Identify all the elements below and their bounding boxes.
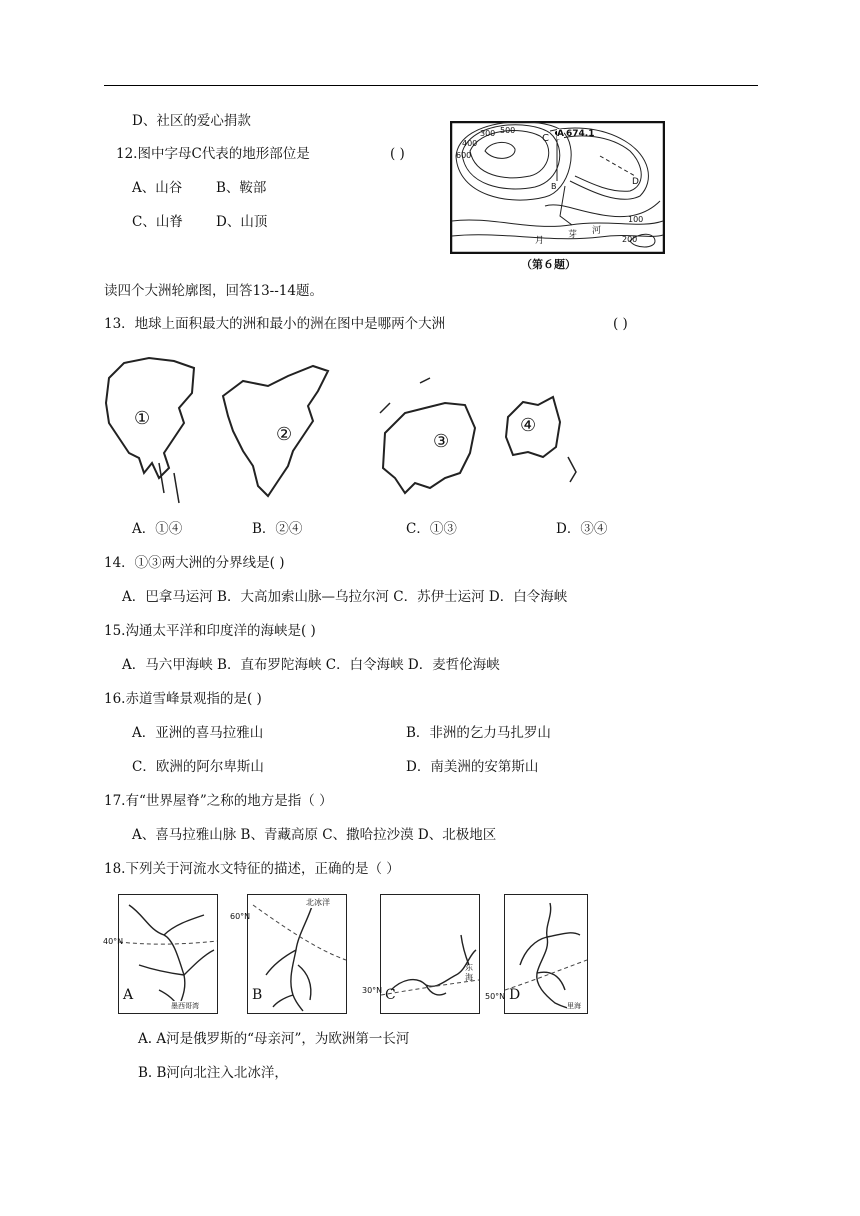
continent-4-oceania [498,377,583,487]
river-map-a-svg [119,895,217,1013]
q12-option-a: A、山谷 [132,180,183,196]
contour-label-a: A [557,129,564,139]
continent-4-outline [498,377,583,487]
q18-stem: 18.下列关于河流水文特征的描述，正确的是（ ） [104,861,400,877]
q12-stem: 12.图中字母C代表的地形部位是 [116,146,310,162]
continent-2-north-america [218,356,338,501]
q12-option-c: C、山脊 [132,214,183,230]
river-map-d-letter: D [509,987,521,1003]
continent-label-2: ② [276,424,293,445]
q16-option-b: B．非洲的乞力马扎罗山 [406,725,551,741]
contour-value-200: 200 [622,235,638,244]
q14-options: A．巴拿马运河 B．大高加索山脉—乌拉尔河 C．苏伊士运河 D．白令海峡 [122,589,568,605]
contour-map-caption: （第６题） [521,258,576,271]
river-label-3: 河 [592,226,602,236]
river-map-a-letter: A [123,987,134,1003]
contour-value-400: 400 [462,139,478,148]
q13-option-a: A．①④ [132,521,183,537]
q14-stem: 14．①③两大洲的分界线是( ) [104,555,285,571]
continent-3-europe [375,373,480,498]
continent-label-3: ③ [433,431,450,452]
continent-3-outline [375,373,480,498]
river-map-a-latitude: 40°N [103,937,124,946]
contour-peak-elevation: 674.1 [566,129,595,139]
river-map-c-latitude: 30°N [362,986,383,995]
q16-stem: 16.赤道雪峰景观指的是( ) [104,691,262,707]
q12-option-d: D、山顶 [216,214,268,230]
river-map-d [504,894,588,1014]
contour-map [450,121,665,254]
q13-option-c: C．①③ [406,521,457,537]
q15-stem: 15.沟通太平洋和印度洋的海峡是( ) [104,623,316,639]
q18-option-a: A. A河是俄罗斯的“母亲河”，为欧洲第一长河 [138,1031,410,1047]
q13-stem: 13．地球上面积最大的洲和最小的洲在图中是哪两个大洲 [104,316,446,332]
river-map-c-east-sea-label: 东海 [465,963,473,982]
q18-option-b: B. B河向北注入北冰洋， [138,1065,288,1081]
river-map-b [247,894,347,1014]
q13-option-d: D．③④ [556,521,608,537]
contour-label-c: C [542,133,549,144]
contour-label-d: D [632,177,639,187]
q17-stem: 17.有“世界屋脊”之称的地方是指（ ） [104,793,333,809]
q16-option-a: A．亚洲的喜马拉雅山 [132,725,264,741]
reading-intro: 读四个大洲轮廓图，回答13--14题。 [104,283,323,299]
q17-options: A、喜马拉雅山脉 B、青藏高原 C、撒哈拉沙漠 D、北极地区 [132,827,497,843]
q13-option-b: B．②④ [252,521,303,537]
q13-paren: ( ) [613,316,628,332]
header-rule [104,85,758,86]
river-map-c-letter: C [385,987,396,1003]
contour-value-600: 600 [456,151,472,160]
river-map-d-sea-label: 里海 [567,1002,581,1010]
contour-value-100: 100 [628,215,644,224]
river-label-1: 月 [535,236,545,246]
q16-option-d: D．南美洲的安第斯山 [406,759,539,775]
river-map-b-letter: B [252,987,263,1003]
q16-option-c: C．欧洲的阿尔卑斯山 [132,759,264,775]
q11-option-d: D、社区的爱心捐款 [132,113,251,129]
continent-1-outline [104,353,199,508]
river-map-d-latitude: 50°N [485,992,506,1001]
river-map-c [380,894,480,1014]
river-map-a [118,894,218,1014]
contour-value-500: 500 [500,126,516,135]
river-label-2: 芽 [568,230,578,240]
contour-value-300: 300 [480,129,496,138]
continent-label-1: ① [134,408,151,429]
contour-label-b: B [551,182,557,191]
continent-label-4: ④ [520,415,537,436]
q12-option-b: B、鞍部 [216,180,267,196]
river-map-b-arctic-label: 北冰洋 [306,898,330,907]
river-map-a-gulf-label: 墨西哥湾 [171,1002,199,1010]
q15-options: A．马六甲海峡 B．直布罗陀海峡 C．白令海峡 D．麦哲伦海峡 [122,657,500,673]
river-map-b-latitude: 60°N [230,912,251,921]
continent-1-asia [104,353,199,508]
river-map-b-svg [248,895,346,1013]
q12-paren: ( ) [390,146,405,162]
